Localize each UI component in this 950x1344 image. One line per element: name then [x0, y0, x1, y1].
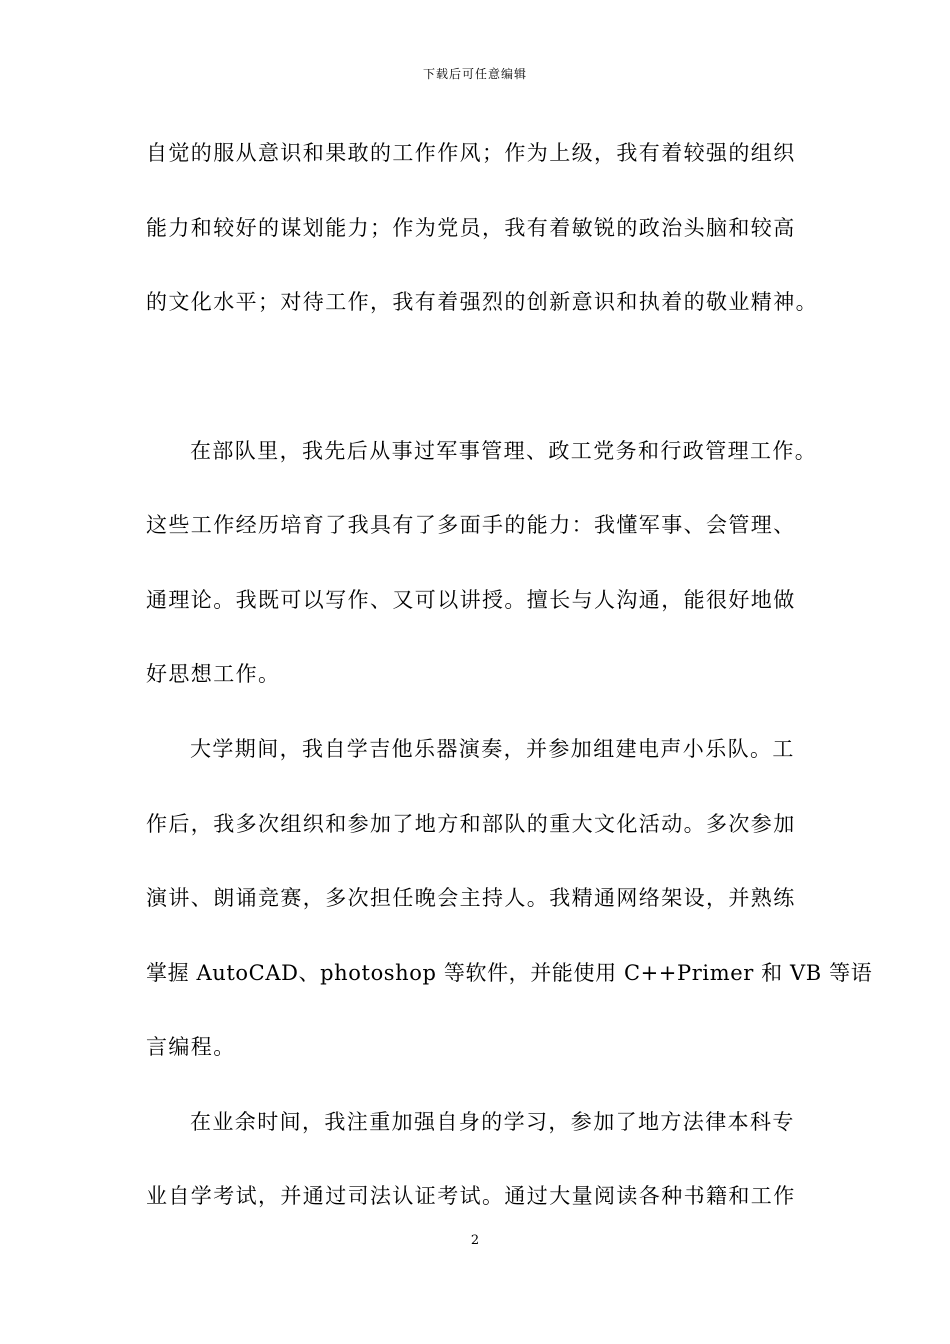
body-text-line: 演讲、朗诵竞赛，多次担任晚会主持人。我精通网络架设，并熟练 — [146, 886, 796, 910]
paragraph-first-line: 在业余时间，我注重加强自身的学习，参加了地方法律本科专 — [190, 1110, 795, 1134]
body-text-line: 能力和较好的谋划能力；作为党员，我有着敏锐的政治头脑和较高 — [146, 216, 796, 240]
body-text-line: 言编程。 — [146, 1035, 236, 1059]
body-text-line: 好思想工作。 — [146, 662, 281, 686]
body-text-line: 这些工作经历培育了我具有了多面手的能力：我懂军事、会管理、 — [146, 513, 796, 537]
body-text-line: 作后，我多次组织和参加了地方和部队的重大文化活动。多次参加 — [146, 812, 796, 836]
body-text-line: 的文化水平；对待工作，我有着强烈的创新意识和执着的敬业精神。 — [146, 290, 818, 314]
page-number: 2 — [470, 1233, 480, 1248]
body-text-line: 业自学考试，并通过司法认证考试。通过大量阅读各种书籍和工作 — [146, 1184, 796, 1208]
body-text-line: 掌握 AutoCAD、photoshop 等软件，并能使用 C++Primer 和 VB 等语 — [146, 961, 873, 985]
body-text-line: 通理论。我既可以写作、又可以讲授。擅长与人沟通，能很好地做 — [146, 588, 796, 612]
page-header: 下载后可任意编辑 — [422, 67, 527, 81]
paragraph-first-line: 在部队里，我先后从事过军事管理、政工党务和行政管理工作。 — [190, 439, 818, 463]
body-text-line: 自觉的服从意识和果敢的工作作风；作为上级，我有着较强的组织 — [146, 141, 796, 165]
paragraph-first-line: 大学期间，我自学吉他乐器演奏，并参加组建电声小乐队。工 — [190, 737, 795, 761]
